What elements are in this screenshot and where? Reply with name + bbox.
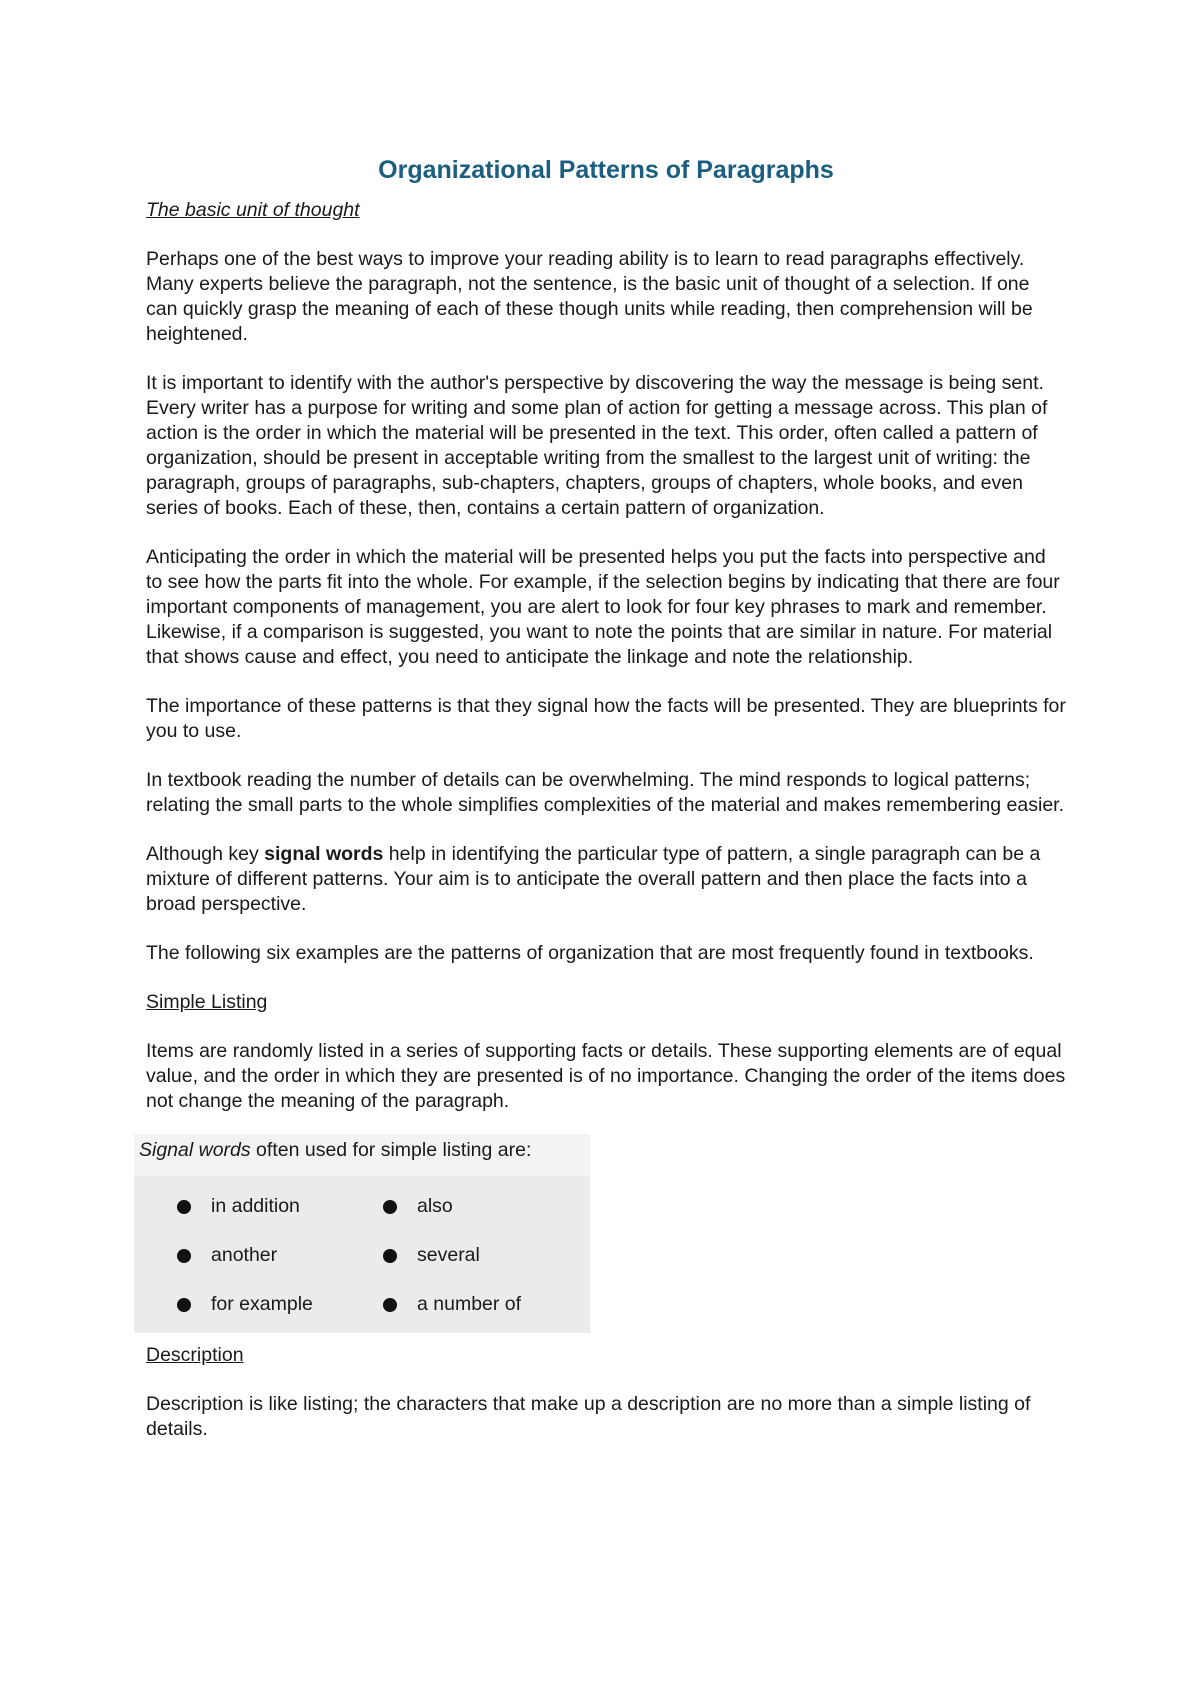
signal-words-box [134, 1134, 590, 1333]
signal-word: a number of [417, 1293, 522, 1315]
paragraph-5: In textbook reading the number of details can be overwhelming. The mind responds to logical patterns; relating the small parts to the whole simplifies complexities of the material and makes remembering easier. [146, 769, 1064, 816]
signal-words-list [134, 1176, 590, 1333]
signal-word: for example [211, 1293, 313, 1315]
signal-paragraph-after: help in identifying the particular type of pattern, a single paragraph can be a mixture of different patterns. Your aim is to anticipate the overall pattern and then place the facts into a broad perspective. [146, 843, 1041, 915]
heading-description: Description [146, 1344, 244, 1366]
signal-words-bold: signal words [264, 843, 384, 865]
paragraph-2: It is important to identify with the author's perspective by discovering the way the message is being sent. Every writer has a purpose for writing and some plan of action for getting a message across. This plan of action is the order in which the material will be presented in the text. This order, often called a pattern of organization, should be present in acceptable writing from the smallest to the largest unit of writing: the paragraph, groups of paragraphs, sub-chapters, chapters, groups of chapters, whole books, and even series of books. Each of these, then, contains a certain pattern of organization. [146, 372, 1048, 519]
paragraph-six-examples: The following six examples are the patterns of organization that are most frequently found in textbooks. [146, 942, 1034, 964]
bullet-icon [383, 1200, 397, 1214]
list-item [134, 1231, 360, 1280]
bullet-icon [383, 1298, 397, 1312]
signal-box-caption [134, 1134, 590, 1176]
page-title: Organizational Patterns of Paragraphs [378, 156, 834, 184]
list-item [360, 1231, 590, 1280]
list-item [134, 1280, 360, 1329]
paragraph-signal-words [146, 842, 1066, 917]
signal-word: also [417, 1195, 453, 1217]
signal-word: in addition [211, 1195, 300, 1217]
paragraph-simple-listing: Items are randomly listed in a series of supporting facts or details. These supporting elements are of equal value, and the order in which they are presented is of no importance. Changing the order of the items does not change the meaning of the paragraph. [146, 1040, 1066, 1112]
paragraph-4: The importance of these patterns is that they signal how the facts will be presented. They are blueprints for you to use. [146, 695, 1066, 742]
signal-paragraph-before: Although key [146, 843, 265, 865]
list-item [360, 1182, 590, 1231]
document-content [139, 155, 1066, 1466]
bullet-icon [177, 1200, 191, 1214]
bullet-icon [177, 1298, 191, 1312]
list-item [134, 1182, 360, 1231]
paragraph-3: Anticipating the order in which the material will be presented helps you put the facts into perspective and to see how the parts fit into the whole. For example, if the selection begins by indicating that there are four important components of management, you are alert to look for four key phrases to mark and remember. Likewise, if a comparison is suggested, you want to note the points that are similar in nature. For material that shows cause and effect, you need to anticipate the linkage and note the relationship. [146, 546, 1060, 668]
bullet-icon [177, 1249, 191, 1263]
subtitle: The basic unit of thought [146, 199, 360, 221]
signal-box-caption-italic: Signal words [139, 1139, 251, 1161]
signal-word: several [417, 1244, 480, 1266]
signal-word: another [211, 1244, 278, 1266]
signal-box-caption-rest: often used for simple listing are: [250, 1139, 532, 1161]
bullet-icon [383, 1249, 397, 1263]
paragraph-description: Description is like listing; the characters that make up a description are no more than a simple listing of details. [146, 1393, 1031, 1440]
paragraph-1: Perhaps one of the best ways to improve your reading ability is to learn to read paragraphs effectively. Many experts believe the paragraph, not the sentence, is the basic unit of thought of a selection. If one can quickly grasp the meaning of each of these though units while reading, then comprehension will be heightened. [146, 248, 1033, 345]
heading-simple-listing: Simple Listing [146, 991, 268, 1013]
list-item [360, 1280, 590, 1329]
